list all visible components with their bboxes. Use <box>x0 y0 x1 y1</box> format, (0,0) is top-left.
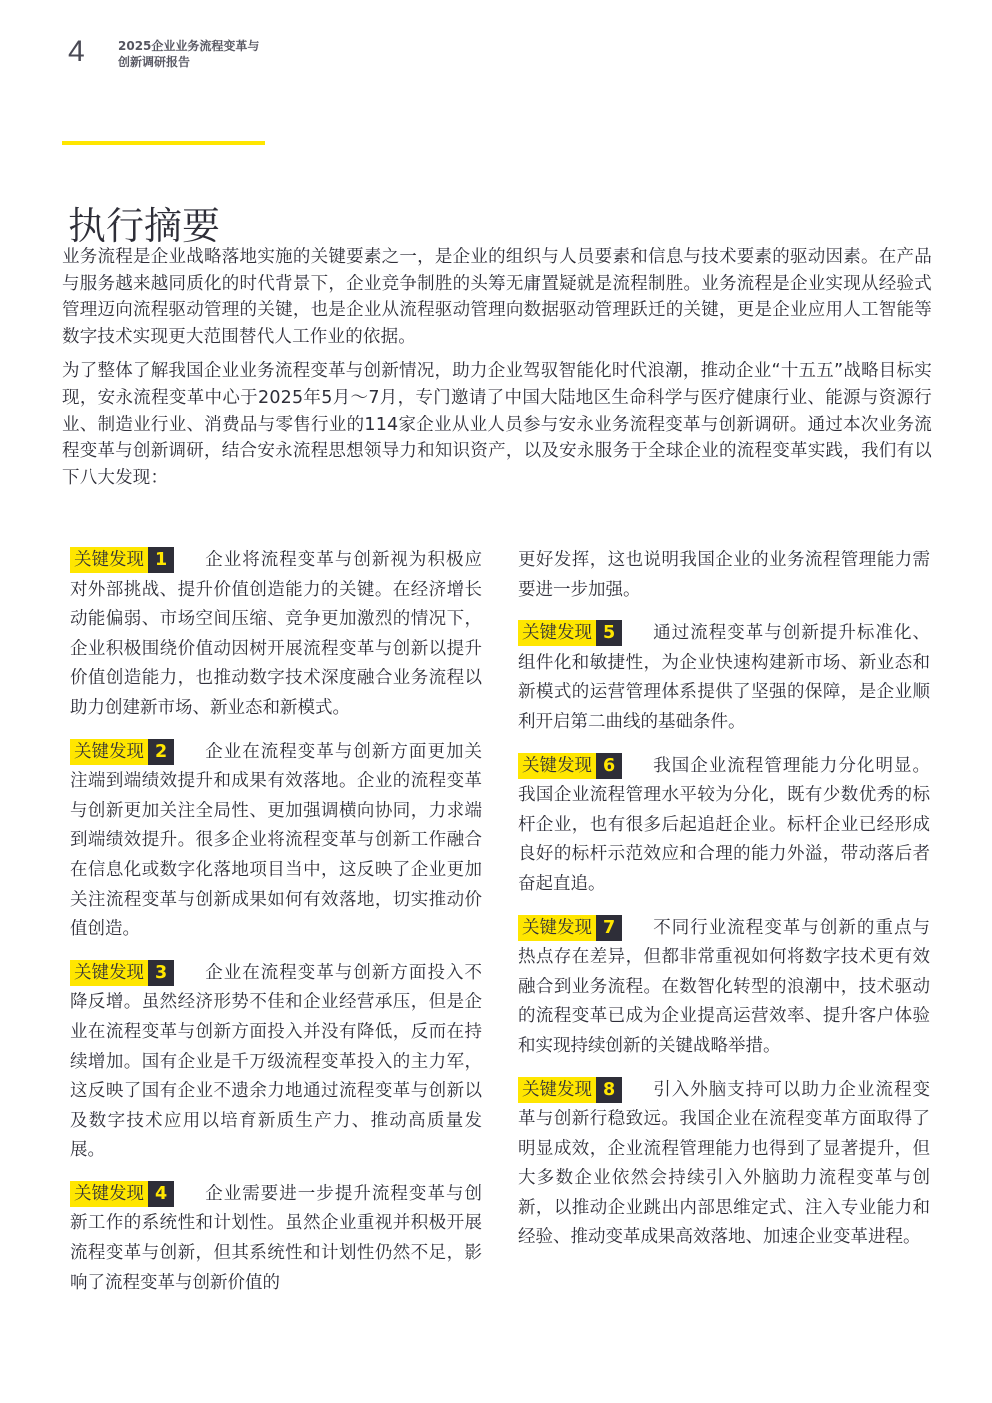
finding-number: 7 <box>596 915 622 941</box>
finding-label: 关键发现 <box>70 739 148 765</box>
section-title: 执行摘要 <box>68 204 221 249</box>
finding-label: 关键发现 <box>518 1077 596 1103</box>
finding-label: 关键发现 <box>518 620 596 646</box>
finding-2 <box>70 738 482 945</box>
finding-number: 6 <box>596 753 622 779</box>
finding-6 <box>518 752 930 900</box>
findings-left-column <box>70 546 482 1312</box>
finding-text: 我国企业流程管理能力分化明显。我国企业流程管理水平较为分化，既有少数优秀的标杆企业，也有很多后起追赶企业。标杆企业已经形成良好的标杆示范效应和合理的能力外溢，带动落后者奋起直追。 <box>518 755 930 894</box>
accent-divider <box>62 141 265 145</box>
finding-text: 企业在流程变革与创新方面投入不降反增。虽然经济形势不佳和企业经营承压，但是企业在流程变革与创新方面投入并没有降低，反而在持续增加。国有企业是千万级流程变革投入的主力军，这反映了国有企业不遗余力地通过流程变革与创新以及数字技术应用以培育新质生产力、推动高质量发展。 <box>70 962 482 1161</box>
finding-label: 关键发现 <box>70 547 148 573</box>
finding-text: 企业在流程变革与创新方面更加关注端到端绩效提升和成果有效落地。企业的流程变革与创新更加关注全局性、更加强调横向协同，力求端到端绩效提升。很多企业将流程变革与创新工作融合在信息化或数字化落地项目当中，这反映了企业更加关注流程变革与创新成果如何有效落地，切实推动价值创造。 <box>70 741 482 940</box>
finding-number: 5 <box>596 620 622 646</box>
finding-text: 通过流程变革与创新提升标准化、组件化和敏捷性，为企业快速构建新市场、新业态和新模式的运营管理体系提供了坚强的保障，是企业顺利开启第二曲线的基础条件。 <box>518 623 930 732</box>
finding-label: 关键发现 <box>518 915 596 941</box>
finding-text: 企业需要进一步提升流程变革与创新工作的系统性和计划性。虽然企业重视并积极开展流程变革与创新，但其系统性和计划性仍然不足，影响了流程变革与创新价值的 <box>70 1183 482 1293</box>
finding-number: 1 <box>148 547 174 573</box>
finding-number: 2 <box>148 739 174 765</box>
finding-7 <box>518 914 930 1062</box>
finding-1 <box>70 546 482 724</box>
findings-right-column <box>518 546 930 1267</box>
report-title-line2: 创新调研报告 <box>118 55 191 69</box>
finding-5 <box>518 619 930 737</box>
finding-label: 关键发现 <box>70 1181 148 1207</box>
intro-text <box>62 244 932 499</box>
report-title <box>118 38 259 70</box>
finding-number: 8 <box>596 1077 622 1103</box>
finding-8 <box>518 1076 930 1254</box>
finding-4 <box>70 1180 482 1298</box>
finding-3 <box>70 959 482 1166</box>
finding-text: 引入外脑支持可以助力企业流程变革与创新行稳致远。我国企业在流程变革方面取得了明显成效，企业流程管理能力也得到了显著提升，但大多数企业依然会持续引入外脑助力流程变革与创新，以推动企业跳出内部思维定式、注入专业能力和经验、推动变革成果高效落地、加速企业变革进程。 <box>518 1079 930 1248</box>
intro-paragraph-1: 业务流程是企业战略落地实施的关键要素之一，是企业的组织与人员要素和信息与技术要素的驱动因素。在产品与服务越来越同质化的时代背景下，企业竞争制胜的头筹无庸置疑就是流程制胜。业务流程是企业实现从经验式管理迈向流程驱动管理的关键，也是企业从流程驱动管理向数据驱动管理跃迁的关键，更是企业应用人工智能等数字技术实现更大范围替代人工作业的依据。 <box>62 247 932 347</box>
finding-text: 企业将流程变革与创新视为积极应对外部挑战、提升价值创造能力的关键。在经济增长动能偏弱、市场空间压缩、竞争更加激烈的情况下，企业积极围绕价值动因树开展流程变革与创新以提升价值创造能力，也推动数字技术深度融合业务流程以助力创建新市场、新业态和新模式。 <box>70 550 482 718</box>
finding-text: 不同行业流程变革与创新的重点与热点存在差异，但都非常重视如何将数字技术更有效融合到业务流程。在数智化转型的浪潮中，技术驱动的流程变革已成为企业提高运营效率、提升客户体验和实现持续创新的关键战略举措。 <box>518 917 930 1056</box>
finding-4-continued: 更好发挥，这也说明我国企业的业务流程管理能力需要进一步加强。 <box>518 550 930 600</box>
page-number: 4 <box>68 35 85 68</box>
intro-paragraph-2: 为了整体了解我国企业业务流程变革与创新情况，助力企业驾驭智能化时代浪潮，推动企业“十五五”战略目标实现，安永流程变革中心于2025年5月～7月，专门邀请了中国大陆地区生命科学与医疗健康行业、能源与资源行业、制造业行业、消费品与零售行业的114家企业从业人员参与安永业务流程变革与创新调研。通过本次业务流程变革与创新调研，结合安永流程思想领导力和知识资产，以及安永服务于全球企业的流程变革实践，我们有以下八大发现： <box>62 361 932 488</box>
finding-label: 关键发现 <box>518 753 596 779</box>
finding-number: 4 <box>148 1181 174 1207</box>
finding-number: 3 <box>148 960 174 986</box>
finding-label: 关键发现 <box>70 960 148 986</box>
report-title-line1: 2025企业业务流程变革与 <box>118 39 260 53</box>
